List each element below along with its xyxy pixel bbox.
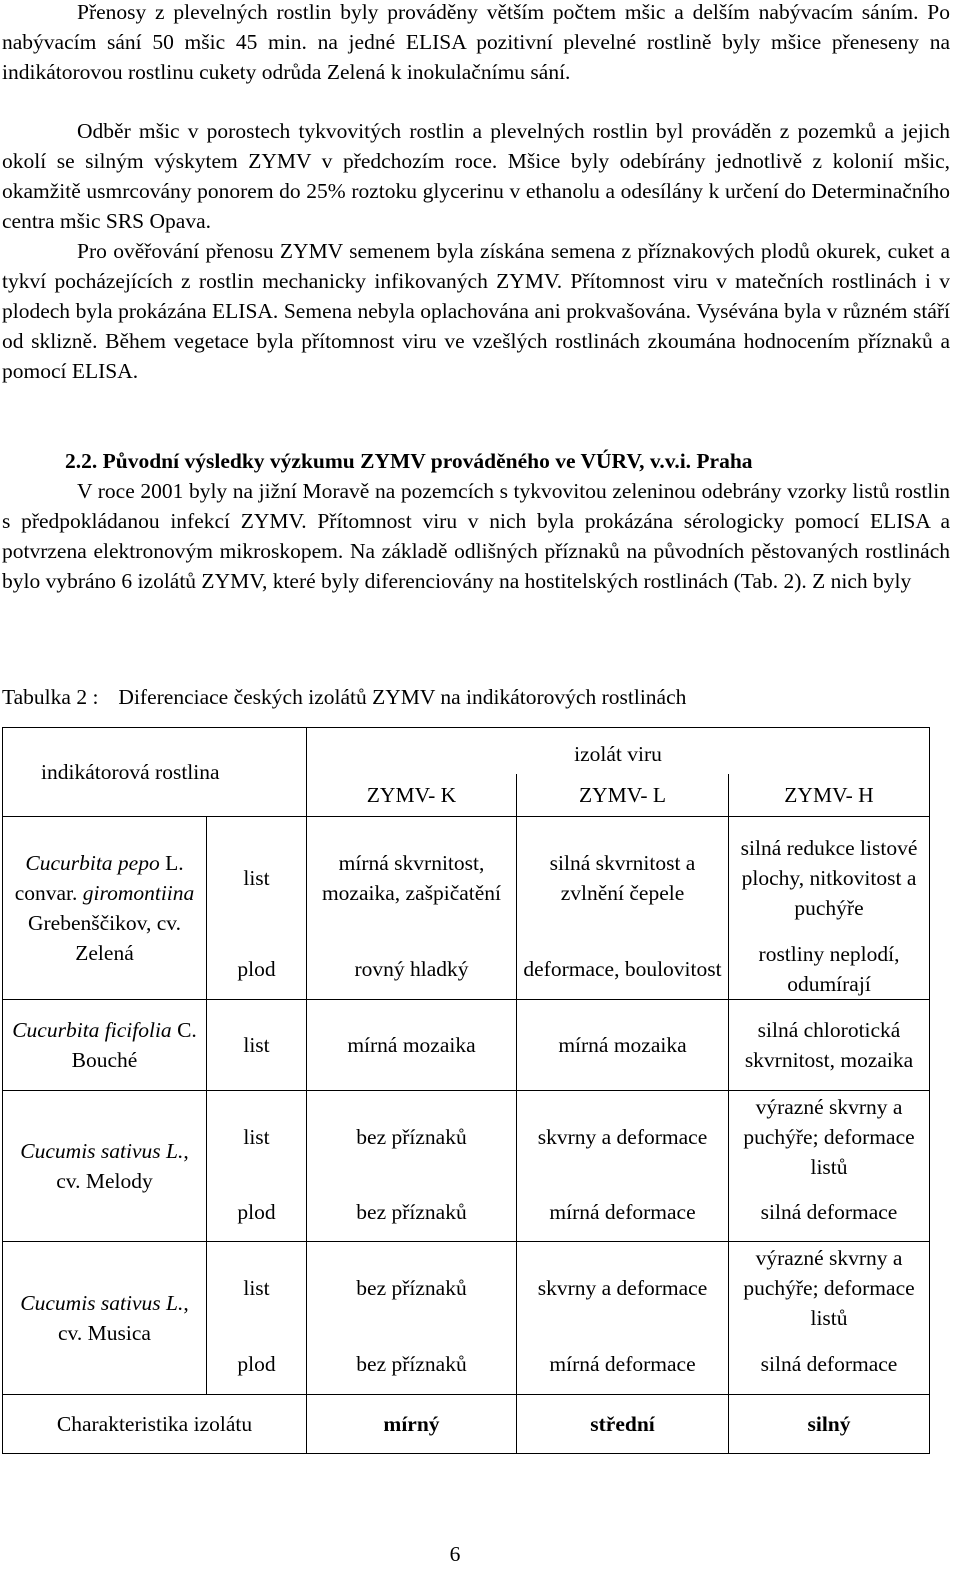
symptom-k-cell: mírná skvrnitost, mozaika, zašpičatění [307,817,517,940]
plant-name-cell: Cucumis sativus L., cv. Melody [3,1091,207,1242]
symptom-k-cell: bez příznaků [307,1091,517,1184]
footer-value-h: silný [729,1395,930,1454]
header-plant-column: indikátorová rostlina [3,728,307,817]
plant-name-cell: Cucumis sativus L., cv. Musica [3,1242,207,1395]
symptom-l-cell: deformace, boulovitost [517,939,729,1000]
organ-cell: list [207,1000,307,1091]
paragraph-1: Přenosy z plevelných rostlin byly prováděny větším počtem mšic a delším nabývacím sáním. Po nabývacím sání 50 mšic 45 min. na jedné ELISA pozitivní plevelné rostlině byly mšice přeneseny na indikátorovou rostlinu cukety odrůda Zelená k inokulačnímu sání. [2,0,950,84]
table-row [3,1000,930,1091]
symptom-h-cell: výrazné skvrny a puchýře; deformace listů [729,1091,930,1184]
symptom-k-cell: bez příznaků [307,1334,517,1395]
symptom-l-cell: skvrny a deformace [517,1091,729,1184]
footer-label: Charakteristika izolátu [3,1395,307,1454]
symptom-k-cell: bez příznaků [307,1242,517,1335]
footer-value-l: střední [517,1395,729,1454]
table-caption [2,682,686,712]
differentiation-table [2,727,930,1454]
organ-cell: plod [207,1334,307,1395]
table-caption-label: Tabulka 2 : [2,685,99,709]
organ-cell: plod [207,939,307,1000]
plant-name-cell: Cucurbita pepo L. convar. giromontiina Grebenščikov, cv. Zelená [3,817,207,1000]
symptom-k-cell: mírná mozaika [307,1000,517,1091]
table-row [3,1091,930,1184]
organ-cell: plod [207,1183,307,1242]
symptom-l-cell: mírná deformace [517,1334,729,1395]
header-isolate-group: izolát viru [307,728,930,775]
symptom-h-cell: silná deformace [729,1183,930,1242]
section-heading: 2.2. Původní výsledky výzkumu ZYMV prováděného ve VÚRV, v.v.i. Praha [65,449,753,473]
symptom-h-cell: silná deformace [729,1334,930,1395]
organ-cell: list [207,1091,307,1184]
symptom-h-cell: silná redukce listové plochy, nitkovitost a puchýře [729,817,930,940]
plant-name-cell: Cucurbita ficifolia C. Bouché [3,1000,207,1091]
symptom-l-cell: silná skvrnitost a zvlnění čepele [517,817,729,940]
paragraph-4: V roce 2001 byly na jižní Moravě na pozemcích s tykvovitou zeleninou odebrány vzorky listů rostlin s předpokládanou infekcí ZYMV. Přítomnost viru v nich byla prokázána sérologicky pomocí ELISA a potvrzena elektronovým mikroskopem. Na základě odlišných příznaků na původních pěstovaných rostlinách bylo vybráno 6 izolátů ZYMV, které byly diferenciovány na hostitelských rostlinách (Tab. 2). Z nich byly [2,479,950,593]
page-number: 6 [449,1542,461,1566]
symptom-l-cell: mírná mozaika [517,1000,729,1091]
symptom-l-cell: skvrny a deformace [517,1242,729,1335]
table-row [3,1242,930,1335]
table-caption-text: Diferenciace českých izolátů ZYMV na indikátorových rostlinách [118,685,687,709]
symptom-l-cell: mírná deformace [517,1183,729,1242]
organ-cell: list [207,1242,307,1335]
paragraph-3: Pro ověřování přenosu ZYMV semenem byla získána semena z příznakových plodů okurek, cuket a tykví pocházejících z rostlin mechanicky infikovaných ZYMV. Přítomnost viru v matečních rostlinách i v plodech byla prokázána ELISA. Semena nebyla oplachována ani prokvašována. Vysévána byla v různém stáří od sklizně. Během vegetace byla přítomnost viru ve vzešlých rostlinách zkoumána hodnocením příznaků a pomocí ELISA. [2,239,950,383]
footer-value-k: mírný [307,1395,517,1454]
symptom-k-cell: rovný hladký [307,939,517,1000]
header-isolate-h: ZYMV- H [729,774,930,817]
symptom-h-cell: výrazné skvrny a puchýře; deformace listů [729,1242,930,1335]
table-footer-row [3,1395,930,1454]
table-header-row [3,728,930,775]
symptom-k-cell: bez příznaků [307,1183,517,1242]
paragraph-2: Odběr mšic v porostech tykvovitých rostlin a plevelných rostlin byl prováděn z pozemků a jejich okolí se silným výskytem ZYMV v předchozím roce. Mšice byly odebírány jednotlivě z kolonií mšic, okamžitě usmrcovány ponorem do 25% roztoku glycerinu v ethanolu a odesílány k určení do Determinačního centra mšic SRS Opava. [2,119,950,233]
symptom-h-cell: silná chlorotická skvrnitost, mozaika [729,1000,930,1091]
symptom-h-cell: rostliny neplodí, odumírají [729,939,930,1000]
organ-cell: list [207,817,307,940]
header-isolate-k: ZYMV- K [307,774,517,817]
header-isolate-l: ZYMV- L [517,774,729,817]
table-row [3,817,930,940]
